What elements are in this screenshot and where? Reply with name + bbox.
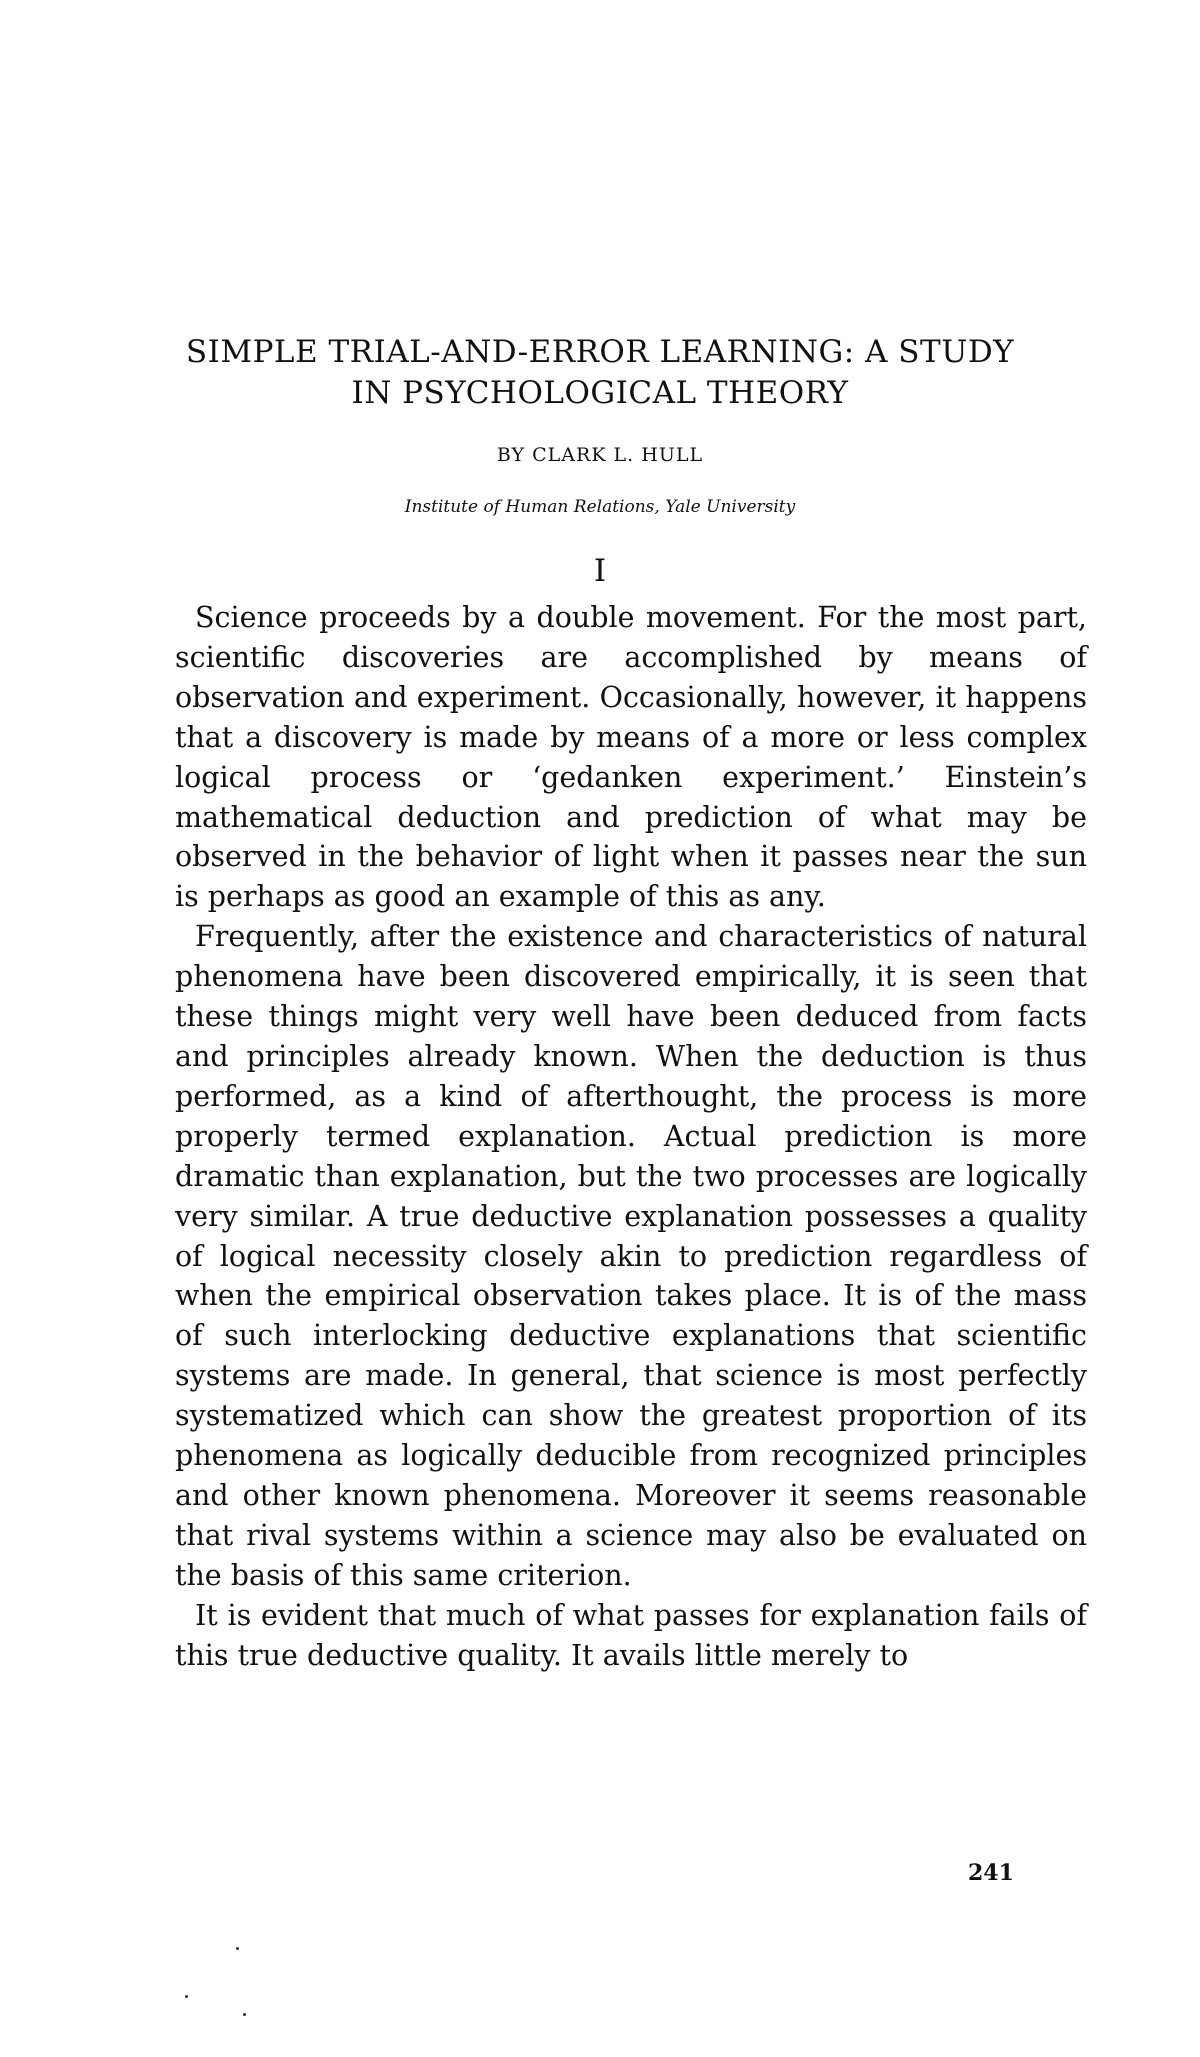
article-title	[120, 332, 1080, 414]
page-number: 241	[968, 1860, 1014, 1886]
article-title-line-1: SIMPLE TRIAL-AND-ERROR LEARNING: A STUDY	[185, 334, 1015, 370]
article-body	[175, 598, 1087, 1675]
article-title-line-2: IN PSYCHOLOGICAL THEORY	[351, 375, 849, 411]
scan-speck	[243, 2013, 246, 2016]
scan-speck	[236, 1947, 239, 1950]
body-paragraph-1: Science proceeds by a double movement. For the most part, scientific discoveries are accomplished by means of observation and experiment. Occasionally, however, it happens that a discovery is made by means of a more or less complex logical process or ‘gedanken experiment.’ Einstein’s mathematical deduction and prediction of what may be observed in the behavior of light when it passes near the sun is perhaps as good an example of this as any.	[175, 601, 1087, 914]
author-byline: BY CLARK L. HULL	[496, 444, 704, 466]
body-paragraph-3: It is evident that much of what passes for explanation fails of this true deductive quality. It avails little merely to	[175, 1598, 1087, 1672]
author-affiliation: Institute of Human Relations, Yale University	[404, 497, 796, 517]
body-paragraph-2: Frequently, after the existence and characteristics of natural phenomena have been discovered empirically, it is seen that these things might very well have been deduced from facts and principles already known. When the deduction is thus performed, as a kind of afterthought, the process is more properly termed explanation. Actual prediction is more dramatic than explanation, but the two processes are logically very similar. A true deductive explanation possesses a quality of logical necessity closely akin to prediction regardless of when the empirical observation takes place. It is of the mass of such interlocking deductive explanations that scientific systems are made. In general, that science is most perfectly systematized which can show the greatest proportion of its phenomena as logically deducible from recognized principles and other known phenomena. Moreover it seems reasonable that rival systems within a science may also be evaluated on the basis of this same criterion.	[175, 920, 1087, 1592]
section-heading: I	[593, 553, 607, 589]
scan-speck	[185, 1995, 188, 1998]
